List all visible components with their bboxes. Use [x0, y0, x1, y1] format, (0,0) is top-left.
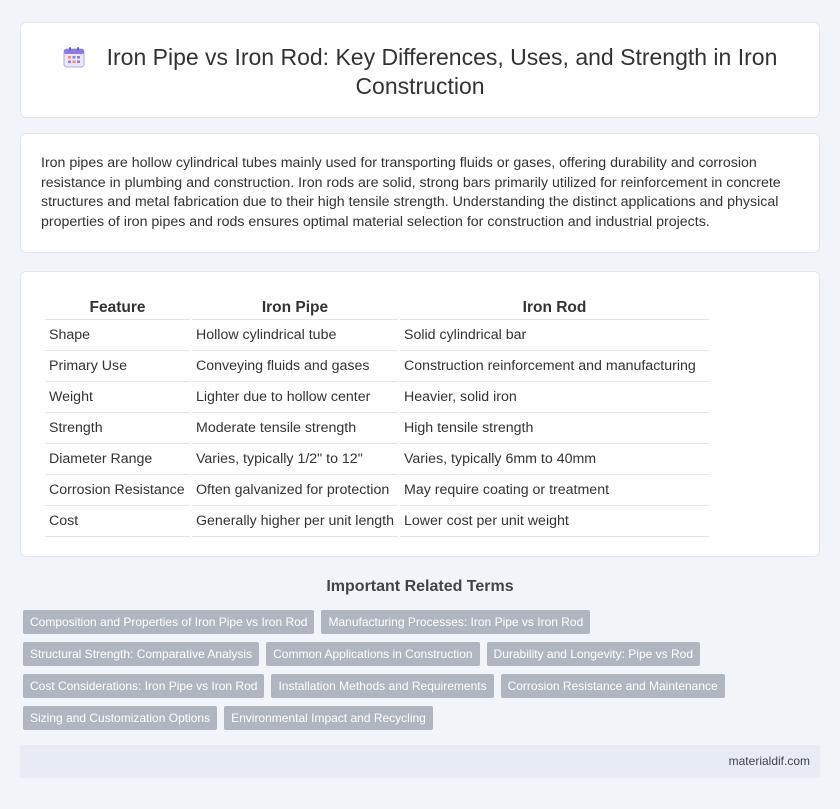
table-cell: Conveying fluids and gases	[192, 351, 398, 382]
related-terms-row	[23, 610, 813, 642]
related-terms-row	[23, 706, 813, 738]
table-row	[45, 506, 709, 537]
related-term-link[interactable]: Sizing and Customization Options	[23, 706, 217, 730]
related-term-link[interactable]: Corrosion Resistance and Maintenance	[501, 674, 725, 698]
table-row	[45, 413, 709, 444]
table-cell: Weight	[45, 382, 190, 413]
table-cell: Shape	[45, 320, 190, 351]
header-iron-pipe: Iron Pipe	[192, 296, 398, 320]
table-cell: Generally higher per unit length	[192, 506, 398, 537]
table-cell: Moderate tensile strength	[192, 413, 398, 444]
page-title: Iron Pipe vs Iron Rod: Key Differences, Uses, and Strength in Iron Construction	[106, 44, 778, 99]
table-cell: Strength	[45, 413, 190, 444]
related-term-link[interactable]: Environmental Impact and Recycling	[224, 706, 433, 730]
table-row	[45, 351, 709, 382]
table-cell: Lighter due to hollow center	[192, 382, 398, 413]
table-cell: Diameter Range	[45, 444, 190, 475]
header-feature: Feature	[45, 296, 190, 320]
page-title-container	[21, 43, 819, 101]
table-cell: Solid cylindrical bar	[400, 320, 709, 351]
table-cell: Corrosion Resistance	[45, 475, 190, 506]
related-terms-row	[23, 642, 813, 674]
related-term-link[interactable]: Installation Methods and Requirements	[271, 674, 493, 698]
table-cell: Cost	[45, 506, 190, 537]
footer-site-name: materialdif.com	[728, 754, 810, 768]
table-cell: Hollow cylindrical tube	[192, 320, 398, 351]
related-term-link[interactable]: Composition and Properties of Iron Pipe vs Iron Rod	[23, 610, 314, 634]
related-term-link[interactable]: Cost Considerations: Iron Pipe vs Iron Rod	[23, 674, 264, 698]
header-iron-rod: Iron Rod	[400, 296, 709, 320]
related-terms-list	[23, 610, 813, 738]
related-terms-heading: Important Related Terms	[326, 578, 514, 595]
table-row	[45, 444, 709, 475]
title-card	[20, 22, 820, 118]
table-cell: Primary Use	[45, 351, 190, 382]
table-cell: Varies, typically 1/2" to 12"	[192, 444, 398, 475]
table-cell: Lower cost per unit weight	[400, 506, 709, 537]
table-cell: Construction reinforcement and manufacturing	[400, 351, 709, 382]
table-cell: Often galvanized for protection	[192, 475, 398, 506]
table-row	[45, 475, 709, 506]
comparison-card	[20, 271, 820, 557]
table-header-row	[45, 296, 709, 320]
comparison-table	[43, 296, 711, 537]
table-cell: Heavier, solid iron	[400, 382, 709, 413]
table-cell: Varies, typically 6mm to 40mm	[400, 444, 709, 475]
table-row	[45, 382, 709, 413]
table-cell: May require coating or treatment	[400, 475, 709, 506]
footer-bar	[20, 745, 820, 778]
related-term-link[interactable]: Durability and Longevity: Pipe vs Rod	[487, 642, 700, 666]
related-term-link[interactable]: Manufacturing Processes: Iron Pipe vs Iron Rod	[321, 610, 590, 634]
intro-paragraph: Iron pipes are hollow cylindrical tubes mainly used for transporting fluids or gases, offering durability and corrosion resistance in plumbing and construction. Iron rods are solid, strong bars primarily utilized for reinforcement in concrete structures and metal fabrication due to their high tensile strength. Understanding the distinct applications and physical properties of iron pipes and rods ensures optimal material selection for construction and industrial projects.	[41, 155, 781, 230]
table-cell: High tensile strength	[400, 413, 709, 444]
intro-card	[20, 133, 820, 253]
calendar-icon	[63, 46, 85, 68]
related-terms-row	[23, 674, 813, 706]
table-row	[45, 320, 709, 351]
related-term-link[interactable]: Structural Strength: Comparative Analysis	[23, 642, 259, 666]
related-term-link[interactable]: Common Applications in Construction	[266, 642, 479, 666]
